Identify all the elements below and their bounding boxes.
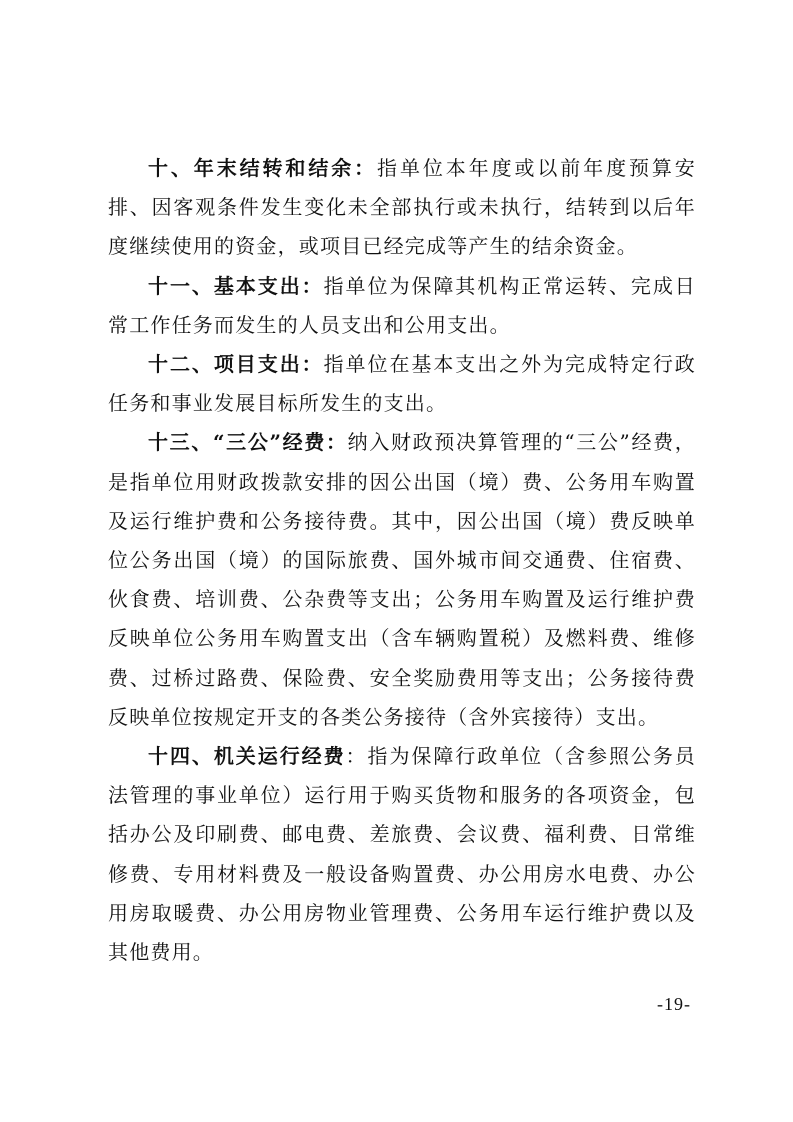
term-year-end-balance: 十、年末结转和结余： [148,156,378,180]
paragraph-operating-expenses [108,737,696,972]
term-basic-expenditure: 十一、基本支出： [148,273,324,298]
paragraph-project-expenditure [108,345,696,423]
paragraph-basic-expenditure [108,267,696,345]
definition-project-expenditure: 指单位在基本支出之外为完成特定行政任务和事业发展目标所发生的支出。 [108,352,696,416]
page-number: -19- [657,994,691,1014]
paragraph-year-end-balance [108,149,696,267]
term-three-public-expenses: 十三、“三公”经费： [148,430,348,455]
term-project-expenditure: 十二、项目支出： [148,352,324,377]
document-body [108,149,696,972]
definition-year-end-balance: 指单位本年度或以前年度预算安排、因客观条件发生变化未全部执行或未执行，结转到以后年度继续使用的资金，或项目已经完成等产生的结余资金。 [108,156,696,259]
term-operating-expenses: 十四、机关运行经费 [148,744,346,769]
paragraph-three-public-expenses [108,423,696,737]
definition-three-public-expenses: 纳入财政预决算管理的“三公”经费，是指单位用财政拨款安排的因公出国（境）费、公务用车购置及运行维护费和公务接待费。其中，因公出国（境）费反映单位公务出国（境）的国际旅费、国外城市间交通费、住宿费、伙食费、培训费、公杂费等支出；公务用车购置及运行维护费反映单位公务用车购置支出（含车辆购置税）及燃料费、维修费、过桥过路费、保险费、安全奖励费用等支出；公务接待费反映单位按规定开支的各类公务接待（含外宾接待）支出。 [108,430,696,729]
definition-basic-expenditure: 指单位为保障其机构正常运转、完成日常工作任务而发生的人员支出和公用支出。 [108,273,696,337]
definition-operating-expenses: ：指为保障行政单位（含参照公务员法管理的事业单位）运行用于购买货物和服务的各项资金，包括办公及印刷费、邮电费、差旅费、会议费、福利费、日常维修费、专用材料费及一般设备购置费、办公用房水电费、办公用房取暖费、办公用房物业管理费、公务用车运行维护费以及其他费用。 [108,744,696,965]
